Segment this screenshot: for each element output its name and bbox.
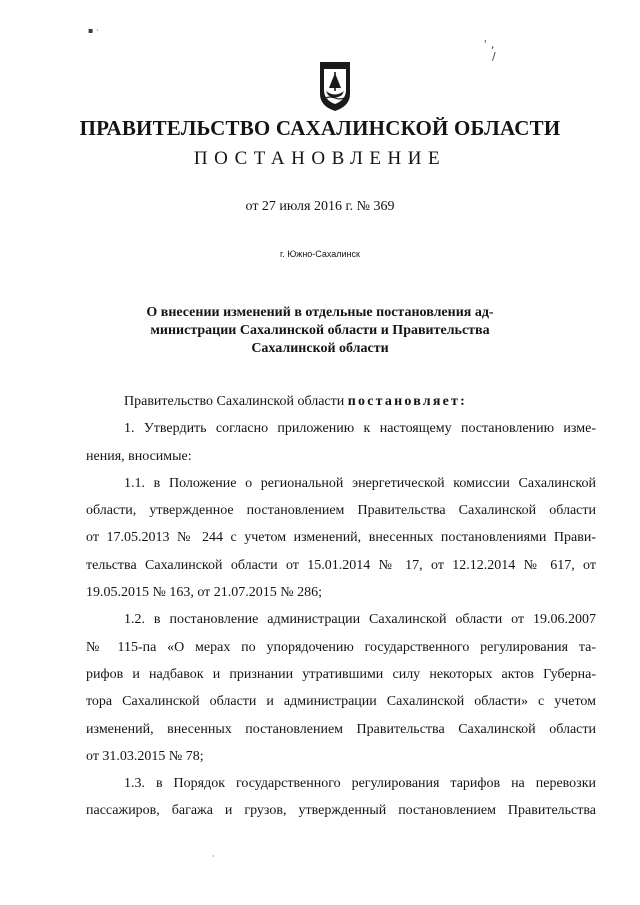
- paragraph-line: тельства Сахалинской области от 15.01.2014 № 17, от 12.12.2014 № 617, от: [86, 557, 596, 573]
- paragraph-line: 1.2. в постановление администрации Сахалинской области от 19.06.2007: [124, 612, 596, 628]
- paragraph-line: области, утвержденное постановлением Правительства Сахалинской области: [86, 503, 596, 519]
- scan-artifact: /: [492, 50, 496, 63]
- document-type: ПОСТАНОВЛЕНИЕ: [193, 148, 447, 169]
- subject-line: Сахалинской области: [251, 341, 389, 356]
- document-city: г. Южно-Сахалинск: [280, 249, 360, 259]
- paragraph-line: тора Сахалинской области и администрации Сахалинской области» с учетом: [86, 694, 596, 710]
- paragraph-line: пассажиров, багажа и грузов, утвержденный постановлением Правительства: [86, 803, 596, 819]
- paragraph-line: нения, вносимые:: [86, 448, 192, 464]
- government-title: ПРАВИТЕЛЬСТВО САХАЛИНСКОЙ ОБЛАСТИ: [79, 116, 561, 140]
- coat-of-arms-icon: [318, 60, 352, 112]
- subject-line: министрации Сахалинской области и Правительства: [150, 323, 490, 338]
- paragraph-line: от 31.03.2015 № 78;: [86, 748, 204, 764]
- paragraph-line: рифов и надбавок и признании утратившими силу некоторых актов Губерна-: [86, 666, 596, 682]
- paragraph-line: 1.3. в Порядок государственного регулирования тарифов на перевозки: [124, 776, 596, 792]
- preamble-paragraph: [86, 388, 596, 415]
- document-subject: [100, 304, 540, 358]
- document-date-number: от 27 июля 2016 г. № 369: [245, 199, 395, 214]
- preamble-text: Правительство Сахалинской области: [124, 394, 345, 409]
- paragraph-line: от 17.05.2013 № 244 с учетом изменений, внесенных постановлениями Прави-: [86, 530, 596, 546]
- scan-artifact: ·: [212, 852, 215, 861]
- paragraph-line: 1. Утвердить согласно приложению к настоящему постановлению изме-: [124, 421, 596, 437]
- paragraph-line: 19.05.2015 № 163, от 21.07.2015 № 286;: [86, 585, 323, 601]
- scan-artifact: ▪ ·: [88, 26, 99, 35]
- paragraph-line: 1.1. в Положение о региональной энергетической комиссии Сахалинской: [124, 475, 596, 491]
- paragraph-line: № 115-па «О мерах по упорядочению государственного регулирования та-: [86, 639, 596, 655]
- preamble-verb: постановляет:: [347, 394, 467, 409]
- paragraph-line: изменений, внесенных постановлением Правительства Сахалинской области: [86, 721, 596, 737]
- subject-line: О внесении изменений в отдельные постановления ад-: [146, 305, 494, 320]
- scan-artifact: ʾ ,: [484, 38, 495, 51]
- document-body: [86, 388, 596, 825]
